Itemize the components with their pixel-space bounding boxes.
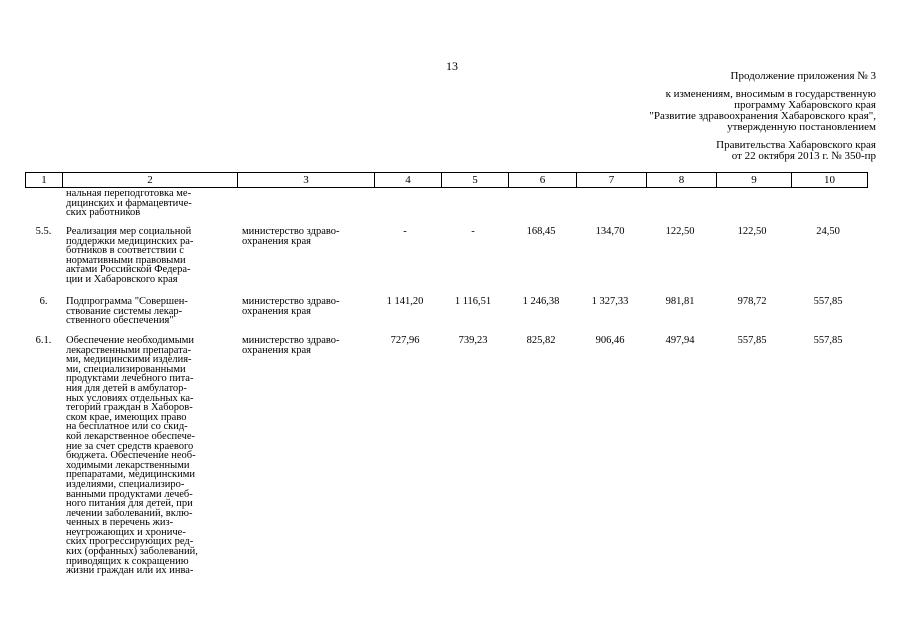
row-executor: министерство здраво- охранения края xyxy=(242,296,340,317)
row-number: 6.1. xyxy=(35,335,52,346)
column-header: 10 xyxy=(792,173,868,188)
row-name: Обеспечение необходимыми лекарственными препарата- ми, медицинскими изделия- ми, специализированными продуктами лечебного пита- ния для детей в амбулатор- ных условиях отдельных ка- тегорий граждан в Хаборов- ском крае, имеющих право на бесплатное или со скид- кой лекарственное обеспече- ние за счет средств краевого бюджета. Обеспечение необ- ходимыми лекарственными препаратами, медицинскими изделиями, специализиро- ванными продуктами лечеб- ного питания для детей, при лечении заболеваний, вклю- ченных в перечень жиз- неугрожающих и хрониче- ских прогрессирующих ред- ких (орфанных) заболеваний, приводящих к сокращению жизни граждан или их инва- xyxy=(66,335,198,577)
row-value: 134,70 xyxy=(595,226,625,237)
header-line: программу Хабаровского края xyxy=(734,99,876,111)
row-value: 1 246,38 xyxy=(522,296,560,307)
row-value: 825,82 xyxy=(526,335,556,346)
row-value: 978,72 xyxy=(737,296,767,307)
header-line: от 22 октября 2013 г. № 350-пр xyxy=(731,150,876,162)
row-value: 906,46 xyxy=(595,335,625,346)
row-executor: министерство здраво- охранения края xyxy=(242,335,340,356)
row-executor: министерство здраво- охранения края xyxy=(242,226,340,247)
header-line: к изменениям, вносимым в государственную xyxy=(665,88,876,100)
row-value: - xyxy=(403,226,407,237)
row-value: 122,50 xyxy=(737,226,767,237)
column-header: 8 xyxy=(647,173,717,188)
continuation-text: нальная переподготовка ме- дицинских и фармацевтиче- ских работников xyxy=(66,188,192,219)
row-value: 981,81 xyxy=(665,296,695,307)
row-value: 739,23 xyxy=(458,335,488,346)
row-name: Подпрограмма "Совершен- ствование системы лекар- ственного обеспечения" xyxy=(66,296,188,327)
column-header: 9 xyxy=(717,173,792,188)
row-value: 168,45 xyxy=(526,226,556,237)
row-value: 557,85 xyxy=(813,296,843,307)
column-header: 3 xyxy=(238,173,375,188)
header-line: утвержденную постановлением xyxy=(727,121,876,133)
column-header: 2 xyxy=(63,173,238,188)
row-value: 557,85 xyxy=(737,335,767,346)
row-number: 5.5. xyxy=(35,226,52,237)
column-header: 1 xyxy=(26,173,63,188)
column-header: 7 xyxy=(577,173,647,188)
header-line: "Развитие здравоохранения Хабаровского края", xyxy=(649,110,876,122)
column-header: 6 xyxy=(509,173,577,188)
row-name: Реализация мер социальной поддержки медицинских ра- ботников в соответствии с нормативными правовыми актами Российской Федера- ции и Хабаровского края xyxy=(66,226,194,285)
column-header: 4 xyxy=(375,173,442,188)
row-value: 24,50 xyxy=(816,226,840,237)
row-value: 1 327,33 xyxy=(591,296,629,307)
row-value: 727,96 xyxy=(390,335,420,346)
header-line: Продолжение приложения № 3 xyxy=(730,70,876,82)
appendix-header xyxy=(556,71,876,162)
row-value: 497,94 xyxy=(665,335,695,346)
column-header: 5 xyxy=(442,173,509,188)
row-value: 122,50 xyxy=(665,226,695,237)
row-number: 6. xyxy=(39,296,48,307)
row-value: 1 141,20 xyxy=(386,296,424,307)
row-value: 557,85 xyxy=(813,335,843,346)
row-value: 1 116,51 xyxy=(454,296,492,307)
column-number-header xyxy=(25,172,868,188)
page-number: 13 xyxy=(446,59,458,73)
row-value: - xyxy=(471,226,475,237)
header-line: Правительства Хабаровского края xyxy=(716,139,876,151)
